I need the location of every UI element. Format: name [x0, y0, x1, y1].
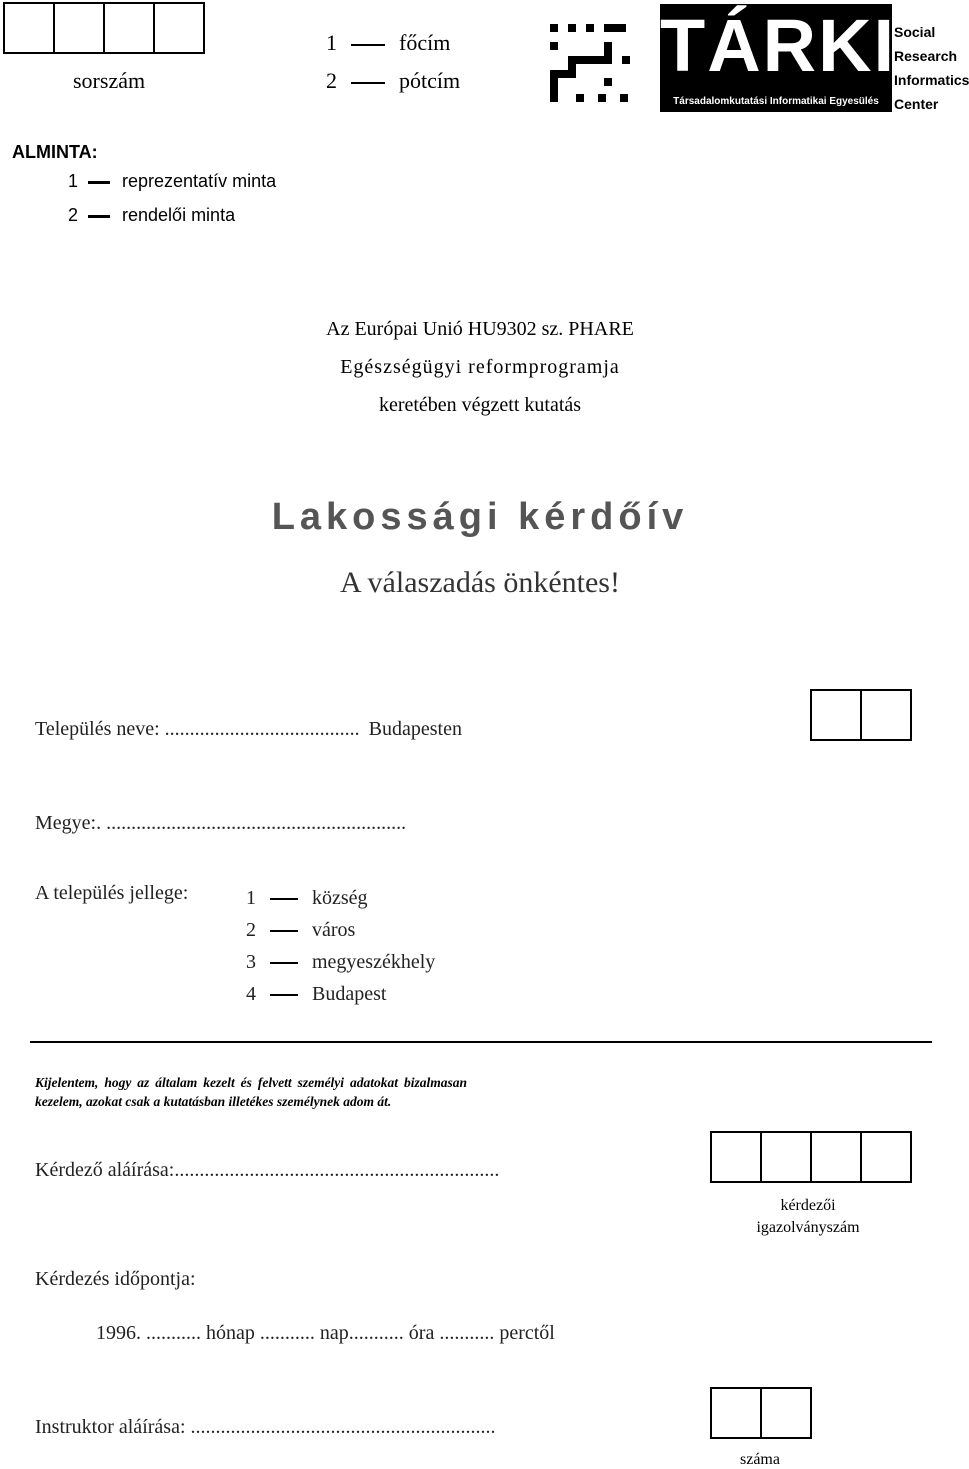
- type-option-1: [326, 30, 450, 56]
- sorszam-boxes: [3, 2, 205, 54]
- declaration-text: Kijelentem, hogy az általam kezelt és felvett személyi adatokat bizalmasan kezelem, azokat csak a kutatásban illetékes személynek adom át.: [35, 1075, 467, 1109]
- county-dots[interactable]: . ............................................................: [96, 812, 407, 834]
- dash-icon: [88, 181, 110, 184]
- settlement-type-option-2-label: város: [312, 919, 356, 941]
- dash-icon: [270, 962, 298, 964]
- dash-icon: [351, 44, 385, 46]
- interview-hour-field[interactable]: ...........: [348, 1322, 404, 1344]
- page-subtitle: A válaszadás önkéntes!: [340, 566, 620, 599]
- sorszam-box-3[interactable]: [103, 2, 155, 54]
- interview-time-label: Kérdezés időpontja:: [35, 1268, 196, 1290]
- settlement-code-box-1[interactable]: [810, 689, 862, 741]
- dash-icon: [88, 215, 110, 218]
- intro-line-3: keretében végzett kutatás: [378, 394, 582, 416]
- interview-day-label: nap: [319, 1322, 349, 1344]
- type-option-2: [326, 68, 460, 94]
- instructor-signature-label: Instruktor aláírása:: [35, 1416, 186, 1438]
- settlement-label: Település neve:: [35, 718, 160, 740]
- dash-icon: [270, 994, 298, 996]
- instructor-code-box-1[interactable]: [710, 1387, 762, 1439]
- interviewer-id-boxes: [710, 1131, 912, 1183]
- sorszam-box-4[interactable]: [153, 2, 205, 54]
- type-option-2-code: 2: [326, 68, 337, 93]
- settlement-type-option-3-label: megyeszékhely: [312, 951, 436, 973]
- tarki-wordmark: [660, 4, 897, 112]
- settlement-type-label: A település jellege:: [35, 882, 189, 904]
- sample-option-2-label: rendelői minta: [122, 205, 236, 225]
- county-label: Megye:: [35, 812, 97, 834]
- settlement-type-option-2[interactable]: [246, 914, 435, 946]
- side-line-center: Center: [894, 96, 939, 112]
- settlement-type-option-1[interactable]: [246, 882, 435, 914]
- sample-option-1: [68, 171, 276, 192]
- interview-hour-label: óra: [408, 1322, 435, 1344]
- interviewer-id-box-2[interactable]: [760, 1131, 812, 1183]
- sorszam-box-1[interactable]: [3, 2, 55, 54]
- section-divider: [30, 1041, 932, 1043]
- interview-time-row: [96, 1322, 555, 1345]
- side-line-informatics: Informatics: [894, 72, 969, 88]
- settlement-code-box-2[interactable]: [860, 689, 912, 741]
- sample-option-1-label: reprezentatív minta: [122, 171, 277, 191]
- intro-block: [240, 310, 720, 424]
- tarki-side-text: [894, 20, 969, 116]
- interviewer-signature-dots[interactable]: .................................................................: [174, 1159, 500, 1181]
- interviewer-id-caption-line-2: igazolványszám: [756, 1219, 860, 1236]
- sample-option-2: [68, 205, 235, 226]
- instructor-code-caption: száma: [740, 1451, 780, 1468]
- interview-minute-field[interactable]: ...........: [439, 1322, 495, 1344]
- interview-day-field[interactable]: ...........: [259, 1322, 315, 1344]
- settlement-code-boxes: [810, 689, 912, 741]
- type-option-2-label: pótcím: [399, 68, 461, 93]
- settlement-type-option-1-label: község: [312, 887, 368, 909]
- county-row: [35, 812, 406, 835]
- settlement-dots: .......................................: [164, 718, 360, 740]
- interviewer-id-box-3[interactable]: [810, 1131, 862, 1183]
- interviewer-id-caption-line-1: kérdezői: [780, 1197, 836, 1214]
- instructor-code-box-2[interactable]: [760, 1387, 812, 1439]
- tarki-subtitle: Társadalomkutatási Informatikai Egyesülés: [673, 96, 879, 107]
- settlement-type-options: [246, 882, 435, 1010]
- settlement-row: [35, 718, 462, 741]
- instructor-signature-row: [35, 1416, 496, 1439]
- sample-title: ALMINTA:: [12, 142, 98, 162]
- tarki-name: TÁRKI: [660, 4, 897, 87]
- dash-icon: [351, 82, 385, 84]
- side-line-social: Social: [894, 24, 936, 40]
- settlement-type-option-4-label: Budapest: [312, 983, 387, 1005]
- settlement-type-option-2-code: 2: [246, 919, 256, 941]
- settlement-type-option-1-code: 1: [246, 887, 256, 909]
- interview-month-label: hónap: [206, 1322, 255, 1344]
- sample-option-2-code: 2: [68, 205, 79, 225]
- settlement-type-option-3-code: 3: [246, 951, 256, 973]
- page-title: Lakossági kérdőív: [271, 496, 689, 538]
- type-option-1-code: 1: [326, 30, 337, 55]
- settlement-type-option-4[interactable]: [246, 978, 435, 1010]
- interview-year: 1996.: [96, 1322, 141, 1344]
- settlement-type-option-3[interactable]: [246, 946, 435, 978]
- intro-line-1: Az Európai Unió HU9302 sz. PHARE: [326, 318, 634, 340]
- sample-option-1-code: 1: [68, 171, 79, 191]
- dash-icon: [270, 930, 298, 932]
- instructor-code-boxes: [710, 1387, 812, 1439]
- interviewer-signature-row: [35, 1159, 499, 1182]
- instructor-signature-dots[interactable]: .............................................................: [190, 1416, 496, 1438]
- tarki-logo: [546, 4, 969, 116]
- interviewer-id-box-4[interactable]: [860, 1131, 912, 1183]
- interviewer-id-caption: [740, 1195, 876, 1239]
- interview-minute-label: perctől: [499, 1322, 555, 1344]
- intro-line-2: Egészségügyi reformprogramja: [340, 356, 620, 378]
- interview-month-field[interactable]: ...........: [146, 1322, 201, 1344]
- dash-icon: [270, 898, 298, 900]
- settlement-type-option-4-code: 4: [246, 983, 256, 1005]
- type-option-1-label: főcím: [399, 30, 451, 55]
- settlement-value[interactable]: Budapesten: [368, 718, 462, 740]
- side-line-research: Research: [894, 48, 958, 64]
- interviewer-signature-label: Kérdező aláírása:: [35, 1159, 175, 1181]
- interviewer-id-box-1[interactable]: [710, 1131, 762, 1183]
- sorszam-box-2[interactable]: [53, 2, 105, 54]
- sorszam-label: sorszám: [73, 68, 146, 93]
